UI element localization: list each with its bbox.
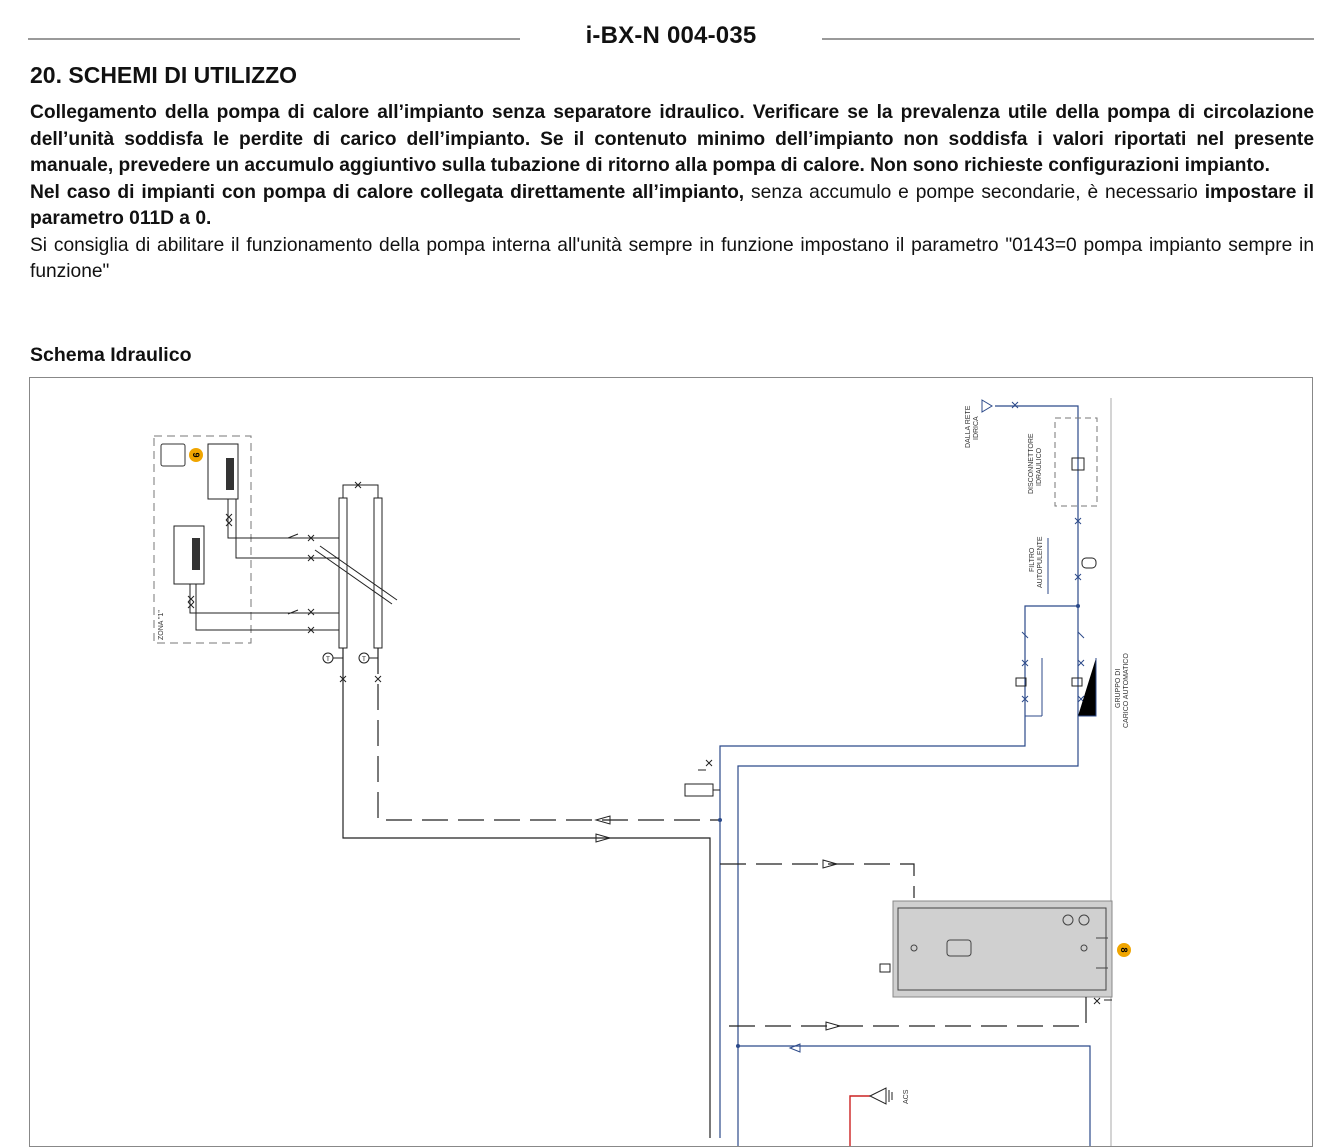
- fancoil-pipes: [190, 499, 342, 630]
- isolation-valves: [340, 676, 381, 682]
- junction-node-3: [736, 1044, 740, 1048]
- expansion-vessel-icon: [685, 784, 713, 796]
- unit-badge-number: 8: [1119, 947, 1129, 953]
- paragraph-parameter-bold-a: Nel caso di impianti con pompa di calore collegata direttamente all’impianto,: [30, 181, 745, 203]
- body-text: [30, 100, 1314, 286]
- label-acs: ACS: [903, 1089, 910, 1104]
- manifold: [315, 482, 397, 682]
- zone-enclosure: [154, 436, 342, 643]
- manifold-break-mark: [315, 546, 397, 604]
- unit-supply-pipe: [720, 864, 914, 898]
- disconnector-icon: [1055, 418, 1097, 506]
- domestic-water-lines: [720, 406, 1090, 1147]
- label-disconnettore-1: DISCONNETTORE: [1028, 433, 1035, 494]
- shower-icon: [870, 1088, 886, 1104]
- label-dalla-rete-1: DALLA RETE: [965, 405, 972, 448]
- junction-node-2: [718, 818, 722, 822]
- junction-node: [1076, 604, 1080, 608]
- unit-return-pipe: [720, 997, 1086, 1026]
- paragraph-parameter-normal: senza accumulo e pompe secondarie, è necessario: [744, 181, 1205, 203]
- thermostat-icon: [161, 444, 185, 466]
- hot-water-line: [850, 1096, 870, 1147]
- shower-spray: [889, 1090, 892, 1102]
- inlet-arrow-icon: [982, 400, 992, 412]
- heat-pump-unit-body: [893, 901, 1112, 997]
- paragraph-parameter: [30, 180, 1314, 233]
- paragraph-parameter-bold-b: impostare il parametro 011D a 0.: [30, 181, 1314, 229]
- label-gruppo-1: GRUPPO DI: [1115, 668, 1122, 708]
- check-valve-icon: [790, 1044, 800, 1052]
- dhw-outlet: [850, 1088, 910, 1147]
- safety-devices: [685, 760, 720, 796]
- unit-drain-icon: [880, 964, 890, 972]
- temp-sensor-supply-label: T: [326, 657, 330, 663]
- heat-pump-unit: [720, 860, 1131, 1030]
- supply-pipe: [343, 648, 710, 1138]
- unit-valve-icon: [1094, 998, 1112, 1004]
- zone-label: ZONA "1": [158, 610, 165, 640]
- fancoil-upper-coil: [226, 458, 234, 490]
- paragraph-connection-text: Collegamento della pompa di calore all’impianto senza separatore idraulico. Verificare se la prevalenza utile della pompa di circolazione dell’unità soddisfa le perdite di carico dell’impianto. Se il contenuto minimo dell’impianto non soddisfa i valori riportati nel presente manuale, prevedere un accumulo aggiuntivo sulla tubazione di ritorno alla pompa di calore. Non sono richieste configurazioni impianto.: [30, 102, 1314, 176]
- manifold-supply: [339, 498, 347, 648]
- document-code: i-BX-N 004-035: [585, 22, 757, 49]
- return-pipe: [378, 648, 720, 820]
- paragraph-pump-advice: Si consiglia di abilitare il funzionamento della pompa interna all'unità sempre in funzione impostano il parametro "0143=0 pompa impianto sempre in funzione": [30, 234, 1314, 282]
- autofill-valves: [1016, 632, 1096, 716]
- hydraulic-diagram-svg: [30, 378, 1313, 1147]
- header-rule-right: [822, 38, 1314, 40]
- hydraulic-diagram: [29, 377, 1313, 1147]
- page-header: [28, 22, 1314, 54]
- filter-icon: [1082, 558, 1096, 568]
- manifold-return: [374, 498, 382, 648]
- zone-badge-number: 9: [191, 452, 201, 458]
- safety-valve-icon: [698, 760, 712, 770]
- label-disconnettore-2: IDRAULICO: [1036, 447, 1043, 486]
- inlet-valve-icon: [1012, 402, 1018, 408]
- label-gruppo-2: CARICO AUTOMATICO: [1123, 653, 1130, 728]
- label-dalla-rete-2: IDRICA: [973, 416, 980, 440]
- paragraph-connection: [30, 100, 1314, 180]
- temp-sensor-return-label: T: [362, 657, 366, 663]
- fancoil-lower-coil: [192, 538, 200, 570]
- diagram-subheading: Schema Idraulico: [30, 344, 192, 366]
- header-rule-left: [28, 38, 520, 40]
- section-title: 20. SCHEMI DI UTILIZZO: [30, 62, 298, 88]
- water-supply-equipment: [965, 398, 1130, 1147]
- label-filtro-2: AUTOPULENTE: [1037, 536, 1044, 588]
- label-filtro-1: FILTRO: [1029, 547, 1036, 572]
